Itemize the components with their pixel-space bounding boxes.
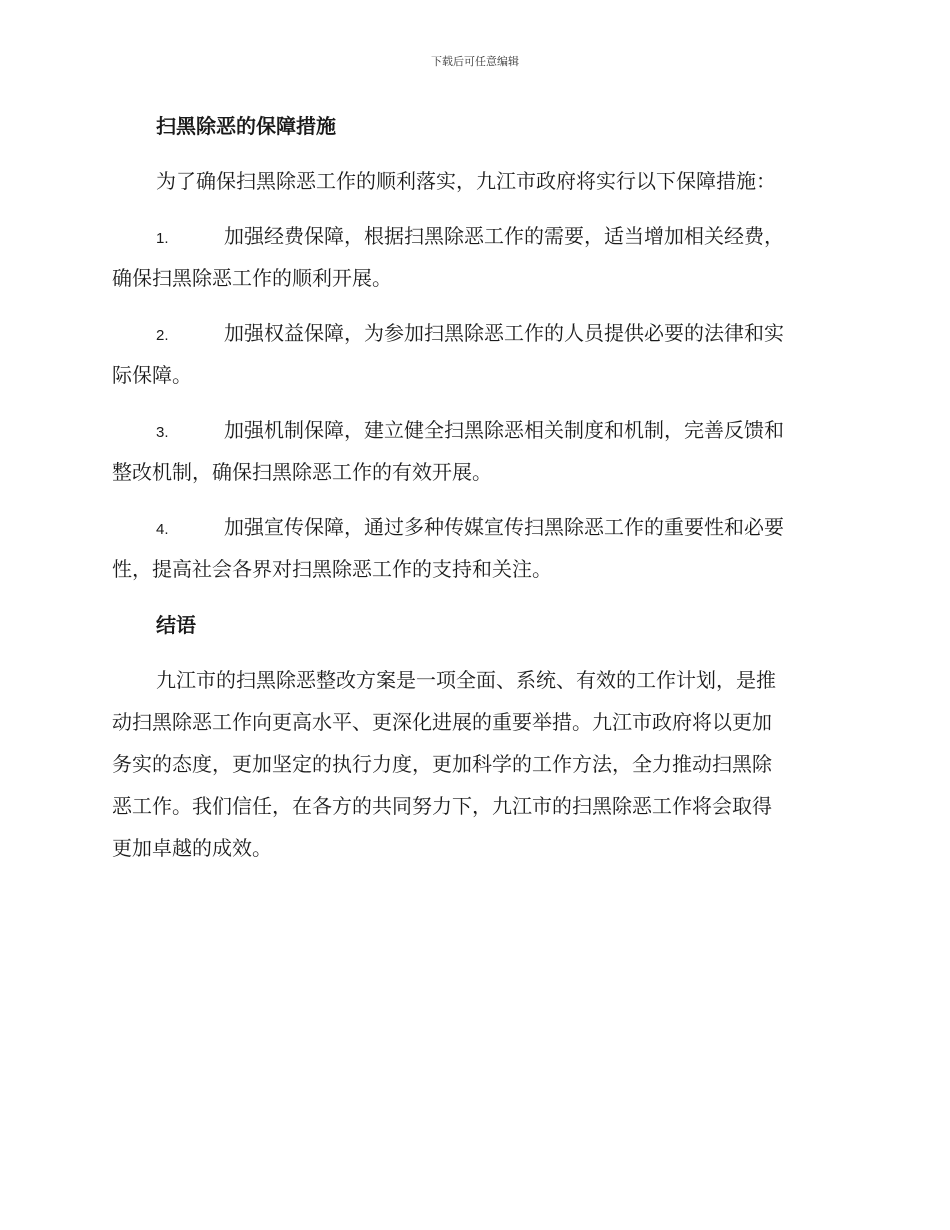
list-item-text: 加强经费保障，根据扫黑除恶工作的需要，适当增加相关经费，	[224, 224, 784, 248]
list-item-2-continuation: 际保障。	[112, 363, 192, 387]
conclusion-line-1	[112, 659, 836, 701]
list-item-number: 2.	[156, 327, 169, 344]
conclusion-line-5: 更加卓越的成效。	[112, 836, 272, 860]
list-item-4-continuation: 性，提高社会各界对扫黑除恶工作的支持和关注。	[112, 557, 552, 581]
conclusion-line-3: 务实的态度，更加坚定的执行力度，更加科学的工作方法，全力推动扫黑除	[112, 752, 772, 776]
conclusion-line-4: 恶工作。我们信任，在各方的共同努力下，九江市的扫黑除恶工作将会取得	[112, 794, 772, 818]
list-item-number: 4.	[156, 521, 169, 538]
list-item-1-continuation: 确保扫黑除恶工作的顺利开展。	[112, 266, 392, 290]
conclusion-text: 九江市的扫黑除恶整改方案是一项全面、系统、有效的工作计划，是推	[156, 668, 776, 692]
section-heading-safeguards: 扫黑除恶的保障措施	[156, 114, 336, 138]
list-item-text: 加强宣传保障，通过多种传媒宣传扫黑除恶工作的重要性和必要	[224, 515, 784, 539]
list-item-number: 3.	[156, 424, 169, 441]
list-item-3	[112, 409, 836, 454]
list-item-1	[112, 215, 836, 260]
list-item-text: 加强机制保障，建立健全扫黑除恶相关制度和机制，完善反馈和	[224, 418, 784, 442]
list-item-4	[112, 506, 836, 551]
list-item-number: 1.	[156, 230, 169, 247]
list-item-2	[112, 312, 836, 357]
intro-paragraph	[112, 160, 836, 202]
list-item-text: 加强权益保障，为参加扫黑除恶工作的人员提供必要的法律和实	[224, 321, 784, 345]
conclusion-line-2: 动扫黑除恶工作向更高水平、更深化进展的重要举措。九江市政府将以更加	[112, 710, 772, 734]
list-item-3-continuation: 整改机制，确保扫黑除恶工作的有效开展。	[112, 460, 492, 484]
intro-text: 为了确保扫黑除恶工作的顺利落实，九江市政府将实行以下保障措施：	[156, 169, 776, 193]
section-heading-conclusion: 结语	[156, 613, 196, 637]
page-header-note: 下载后可任意编辑	[431, 55, 519, 68]
